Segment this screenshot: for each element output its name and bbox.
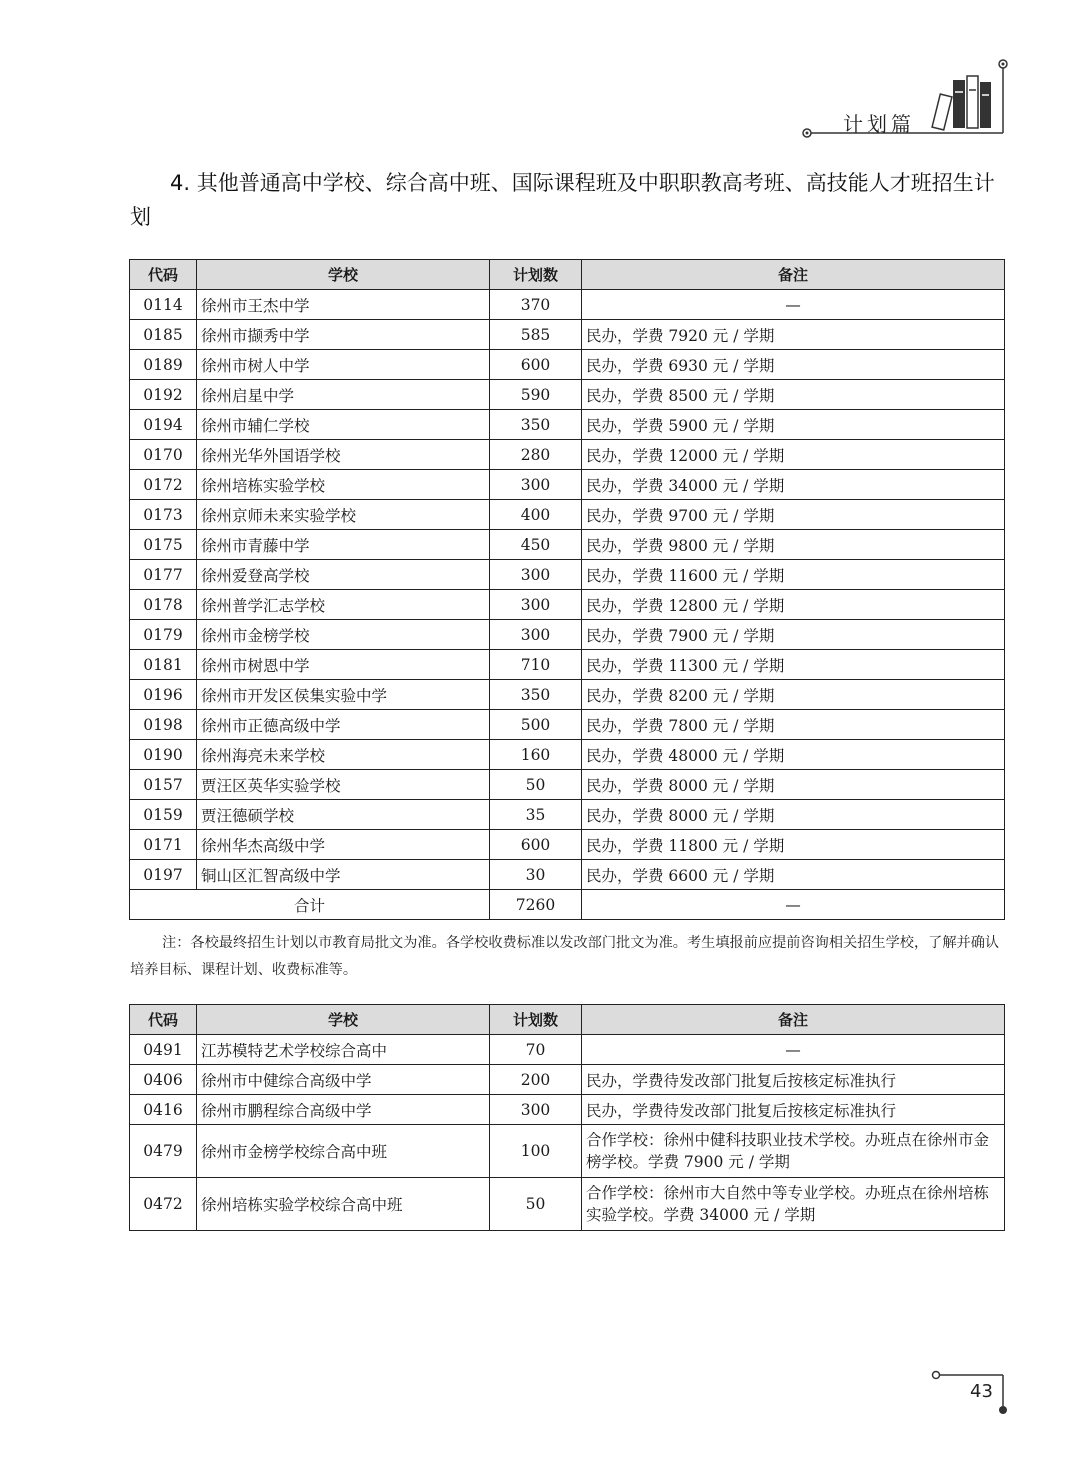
plan-table-1 (129, 259, 1005, 920)
cell-plan: 590 (490, 380, 582, 410)
cell-remark: — (582, 1035, 1005, 1065)
cell-code: 0171 (130, 830, 197, 860)
cell-plan: 500 (490, 710, 582, 740)
cell-plan: 370 (490, 290, 582, 320)
cell-remark: 民办，学费 48000 元 / 学期 (582, 740, 1005, 770)
table-row (130, 800, 1005, 830)
cell-school: 徐州市金榜学校 (197, 620, 490, 650)
cell-plan: 400 (490, 500, 582, 530)
table-row (130, 440, 1005, 470)
table-row (130, 710, 1005, 740)
cell-plan: 300 (490, 590, 582, 620)
page-number: 43 (970, 1381, 993, 1402)
cell-code: 0416 (130, 1095, 197, 1125)
cell-remark: 民办，学费 7920 元 / 学期 (582, 320, 1005, 350)
cell-code: 0173 (130, 500, 197, 530)
table-row (130, 770, 1005, 800)
table-row (130, 350, 1005, 380)
cell-plan: 50 (490, 1178, 582, 1231)
cell-school: 徐州海亮未来学校 (197, 740, 490, 770)
cell-plan: 70 (490, 1035, 582, 1065)
table-row (130, 530, 1005, 560)
cell-remark: 民办，学费待发改部门批复后按核定标准执行 (582, 1095, 1005, 1125)
cell-code: 0114 (130, 290, 197, 320)
cell-remark: 民办，学费 11800 元 / 学期 (582, 830, 1005, 860)
table-row (130, 290, 1005, 320)
table-row (130, 740, 1005, 770)
cell-plan: 30 (490, 860, 582, 890)
cell-school: 徐州华杰高级中学 (197, 830, 490, 860)
cell-remark: 民办，学费 8000 元 / 学期 (582, 800, 1005, 830)
table-row (130, 1125, 1005, 1178)
cell-code: 0178 (130, 590, 197, 620)
page-heading: 4. 其他普通高中学校、综合高中班、国际课程班及中职职教高考班、高技能人才班招生计划 (130, 171, 995, 229)
cell-school: 徐州市青藤中学 (197, 530, 490, 560)
section-label: 计划篇 (843, 112, 915, 136)
table-row (130, 830, 1005, 860)
cell-school: 徐州市树人中学 (197, 350, 490, 380)
cell-plan: 200 (490, 1065, 582, 1095)
cell-school: 徐州市中健综合高级中学 (197, 1065, 490, 1095)
cell-plan: 50 (490, 770, 582, 800)
cell-code: 0181 (130, 650, 197, 680)
cell-remark: 民办，学费 11600 元 / 学期 (582, 560, 1005, 590)
cell-school: 徐州市开发区侯集实验中学 (197, 680, 490, 710)
cell-school: 徐州培栋实验学校综合高中班 (197, 1178, 490, 1231)
cell-plan: 300 (490, 620, 582, 650)
cell-remark: 民办，学费 12800 元 / 学期 (582, 590, 1005, 620)
cell-code: 0190 (130, 740, 197, 770)
table-row (130, 680, 1005, 710)
cell-school: 徐州市王杰中学 (197, 290, 490, 320)
cell-code: 0406 (130, 1065, 197, 1095)
cell-code: 0177 (130, 560, 197, 590)
cell-remark: — (582, 290, 1005, 320)
cell-plan: 710 (490, 650, 582, 680)
cell-plan: 600 (490, 830, 582, 860)
cell-plan: 35 (490, 800, 582, 830)
footnote: 注：各校最终招生计划以市教育局批文为准。各学校收费标准以发改部门批文为准。考生填报前应提前咨询相关招生学校，了解并确认培养目标、课程计划、收费标准等。 (130, 935, 1000, 978)
table-row (130, 860, 1005, 890)
cell-code: 0194 (130, 410, 197, 440)
cell-code: 0185 (130, 320, 197, 350)
table-row (130, 470, 1005, 500)
table-row (130, 380, 1005, 410)
cell-remark: 民办，学费 7900 元 / 学期 (582, 620, 1005, 650)
header-code: 代码 (130, 260, 197, 290)
table-row (130, 560, 1005, 590)
header-remark: 备注 (582, 260, 1005, 290)
cell-remark: 民办，学费 6600 元 / 学期 (582, 860, 1005, 890)
table-row (130, 320, 1005, 350)
cell-school: 徐州光华外国语学校 (197, 440, 490, 470)
header-remark: 备注 (582, 1005, 1005, 1035)
cell-code: 0157 (130, 770, 197, 800)
cell-remark: 民办，学费 34000 元 / 学期 (582, 470, 1005, 500)
table-row (130, 1035, 1005, 1065)
header-school: 学校 (197, 1005, 490, 1035)
cell-code: 0192 (130, 380, 197, 410)
cell-code: 0175 (130, 530, 197, 560)
cell-plan: 160 (490, 740, 582, 770)
cell-code: 0491 (130, 1035, 197, 1065)
cell-school: 贾汪德硕学校 (197, 800, 490, 830)
cell-school: 徐州市金榜学校综合高中班 (197, 1125, 490, 1178)
cell-plan: 280 (490, 440, 582, 470)
table-row (130, 650, 1005, 680)
cell-remark: 民办，学费 8200 元 / 学期 (582, 680, 1005, 710)
cell-plan: 300 (490, 560, 582, 590)
cell-remark: 民办，学费 9700 元 / 学期 (582, 500, 1005, 530)
table-row (130, 500, 1005, 530)
cell-remark: 民办，学费 6930 元 / 学期 (582, 350, 1005, 380)
table-row (130, 410, 1005, 440)
cell-code: 0170 (130, 440, 197, 470)
header-decoration (0, 0, 1080, 150)
total-row (130, 890, 1005, 920)
cell-school: 徐州市撷秀中学 (197, 320, 490, 350)
cell-remark: 民办，学费 8000 元 / 学期 (582, 770, 1005, 800)
cell-plan: 100 (490, 1125, 582, 1178)
cell-school: 徐州市辅仁学校 (197, 410, 490, 440)
cell-remark: 民办，学费待发改部门批复后按核定标准执行 (582, 1065, 1005, 1095)
cell-plan: 300 (490, 470, 582, 500)
cell-plan: 585 (490, 320, 582, 350)
cell-remark: 合作学校：徐州市大自然中等专业学校。办班点在徐州培栋实验学校。学费 34000 元 / 学期 (582, 1178, 1005, 1231)
cell-code: 0159 (130, 800, 197, 830)
header-code: 代码 (130, 1005, 197, 1035)
cell-school: 徐州市树恩中学 (197, 650, 490, 680)
header-plan: 计划数 (490, 260, 582, 290)
cell-remark: 民办，学费 5900 元 / 学期 (582, 410, 1005, 440)
plan-table-2 (129, 1004, 1005, 1231)
cell-school: 江苏模特艺术学校综合高中 (197, 1035, 490, 1065)
cell-school: 徐州启星中学 (197, 380, 490, 410)
cell-code: 0179 (130, 620, 197, 650)
cell-remark: 民办，学费 9800 元 / 学期 (582, 530, 1005, 560)
header-plan: 计划数 (490, 1005, 582, 1035)
cell-plan: 350 (490, 410, 582, 440)
cell-plan: 600 (490, 350, 582, 380)
cell-code: 0479 (130, 1125, 197, 1178)
cell-plan: 350 (490, 680, 582, 710)
header-school: 学校 (197, 260, 490, 290)
table-row (130, 1095, 1005, 1125)
cell-code: 0472 (130, 1178, 197, 1231)
cell-school: 徐州京师未来实验学校 (197, 500, 490, 530)
cell-code: 0198 (130, 710, 197, 740)
cell-school: 徐州培栋实验学校 (197, 470, 490, 500)
cell-school: 徐州爱登高学校 (197, 560, 490, 590)
table-row (130, 1065, 1005, 1095)
cell-school: 徐州市正德高级中学 (197, 710, 490, 740)
cell-school: 铜山区汇智高级中学 (197, 860, 490, 890)
table-header-row (130, 1005, 1005, 1035)
cell-remark: 民办，学费 11300 元 / 学期 (582, 650, 1005, 680)
total-value: 7260 (490, 890, 582, 920)
cell-school: 徐州普学汇志学校 (197, 590, 490, 620)
cell-code: 0197 (130, 860, 197, 890)
cell-code: 0196 (130, 680, 197, 710)
cell-remark: 民办，学费 8500 元 / 学期 (582, 380, 1005, 410)
cell-remark: 合作学校：徐州中健科技职业技术学校。办班点在徐州市金榜学校。学费 7900 元 / 学期 (582, 1125, 1005, 1178)
cell-code: 0189 (130, 350, 197, 380)
total-label: 合计 (130, 890, 490, 920)
cell-school: 贾汪区英华实验学校 (197, 770, 490, 800)
total-remark: — (582, 890, 1005, 920)
cell-remark: 民办，学费 12000 元 / 学期 (582, 440, 1005, 470)
cell-code: 0172 (130, 470, 197, 500)
table-row (130, 590, 1005, 620)
table-header-row (130, 260, 1005, 290)
cell-school: 徐州市鹏程综合高级中学 (197, 1095, 490, 1125)
books-icon (932, 76, 991, 130)
cell-plan: 300 (490, 1095, 582, 1125)
cell-plan: 450 (490, 530, 582, 560)
table-row (130, 620, 1005, 650)
table-row (130, 1178, 1005, 1231)
cell-remark: 民办，学费 7800 元 / 学期 (582, 710, 1005, 740)
